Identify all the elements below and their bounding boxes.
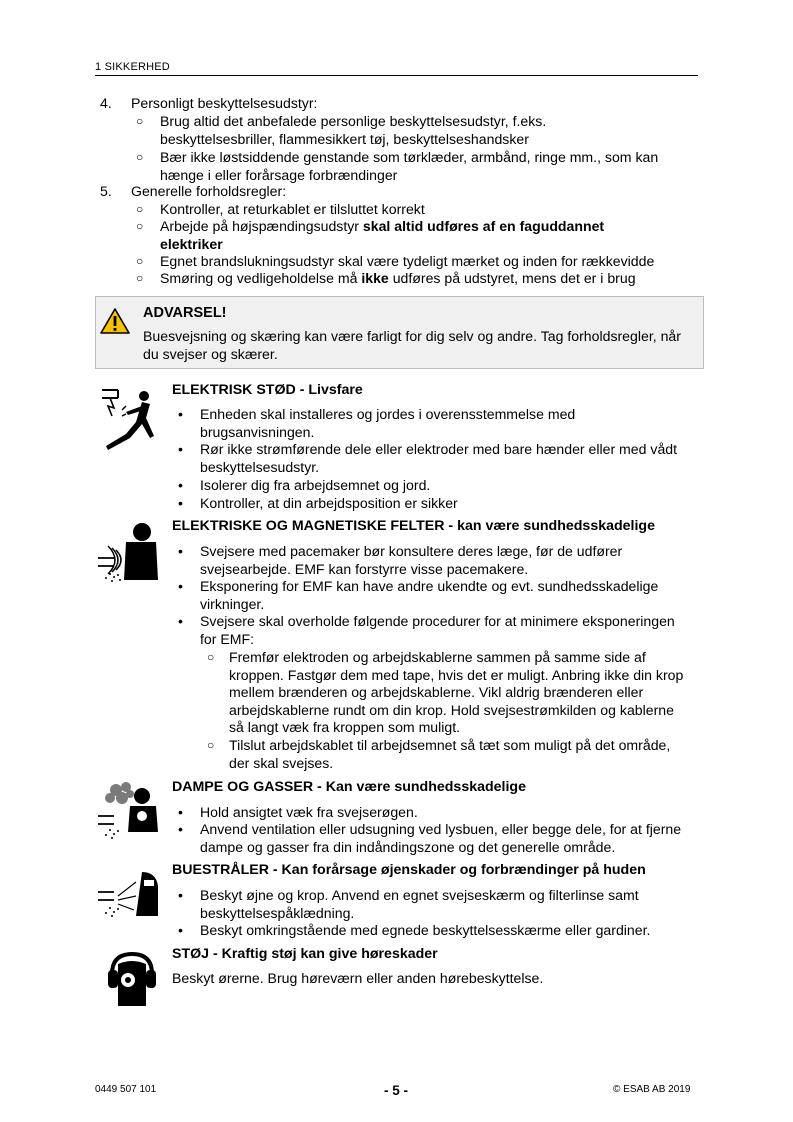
electric-shock-icon bbox=[96, 378, 162, 452]
bullet-dot-icon: • bbox=[178, 887, 183, 903]
section-title-arc-rays: BUESTRÅLER - Kan forårsage øjenskader og forbrændinger på huden bbox=[172, 862, 646, 878]
item-number: 4. bbox=[100, 95, 112, 111]
list-item: ○ Bær ikke løstsiddende genstande som tørklæder, armbånd, ringe mm., som kan hænge i eller forårsage forbrændinger bbox=[136, 149, 659, 183]
bullet-dot-icon: • bbox=[178, 578, 183, 594]
list-item: • Isolerer dig fra arbejdsemnet og jord. bbox=[178, 477, 431, 493]
hearing-protection-icon bbox=[104, 950, 160, 1008]
noise-text: Beskyt ørerne. Brug høreværn eller anden hørebeskyttelse. bbox=[172, 970, 544, 986]
list-item: • Svejsere med pacemaker bør konsultere deres læge, før de udfører svejsearbejde. EMF kan forstyrre visse pacemakere. bbox=[178, 543, 623, 577]
circle-bullet-icon: ○ bbox=[136, 219, 144, 233]
fumes-gases-icon bbox=[96, 782, 162, 842]
list-item: • Kontroller, at din arbejdsposition er sikker bbox=[178, 495, 458, 511]
list-item: ○ Fremfør elektroden og arbejdskablerne sammen på samme side af kroppen. Fastgør dem med tape, hvis det er muligt. Anbring ikke din krop mellem brænderen og arbejdskablerne. Vikl aldrig brænderen eller arbejdskablerne rundt om din krop. Hold svejsestrømkilden og kablerne så langt væk fra kroppen som muligt. bbox=[207, 649, 684, 735]
list-item: ○ Tilslut arbejdskablet til arbejdsemnet så tæt som muligt på det område, der skal svejses. bbox=[207, 737, 671, 771]
list-item: ○ Smøring og vedligeholdelse må ikke udføres på udstyret, mens det er i brug bbox=[136, 270, 636, 286]
list-item: • Rør ikke strømførende dele eller elektroder med bare hænder eller med vådt beskyttelsesudstyr. bbox=[178, 441, 678, 475]
section-title-fumes: DAMPE OG GASSER - Kan være sundhedsskadelige bbox=[172, 779, 526, 795]
circle-bullet-icon: ○ bbox=[136, 114, 144, 128]
header-divider bbox=[95, 75, 698, 76]
electromagnetic-field-icon bbox=[96, 520, 162, 584]
circle-bullet-icon: ○ bbox=[136, 254, 144, 268]
page-header: 1 SIKKERHED bbox=[95, 61, 170, 73]
list-item: • Hold ansigtet væk fra svejserøgen. bbox=[178, 804, 418, 820]
circle-bullet-icon: ○ bbox=[136, 150, 144, 164]
section-title-electric-shock: ELEKTRISK STØD - Livsfare bbox=[172, 382, 363, 398]
bullet-dot-icon: • bbox=[178, 495, 183, 511]
page-number: - 5 - bbox=[384, 1083, 409, 1098]
copyright: © ESAB AB 2019 bbox=[613, 1084, 691, 1095]
item-title: Personligt beskyttelsesudstyr: bbox=[131, 95, 318, 111]
section-title-emf: ELEKTRISKE OG MAGNETISKE FELTER - kan være sundhedsskadelige bbox=[172, 518, 655, 534]
bullet-dot-icon: • bbox=[178, 406, 183, 422]
warning-text: Buesvejsning og skæring kan være farligt for dig selv og andre. Tag forholdsregler, når du svejser og skærer. bbox=[143, 328, 681, 362]
bullet-dot-icon: • bbox=[178, 922, 183, 938]
item-title: Generelle forholdsregler: bbox=[131, 183, 287, 199]
bullet-dot-icon: • bbox=[178, 477, 183, 493]
circle-bullet-icon: ○ bbox=[136, 202, 144, 216]
bullet-dot-icon: • bbox=[178, 821, 183, 837]
document-number: 0449 507 101 bbox=[95, 1084, 157, 1095]
warning-triangle-icon bbox=[100, 308, 130, 334]
circle-bullet-icon: ○ bbox=[207, 650, 215, 664]
bullet-dot-icon: • bbox=[178, 543, 183, 559]
circle-bullet-icon: ○ bbox=[136, 271, 144, 285]
list-item: ○ Brug altid det anbefalede personlige beskyttelsesudstyr, f.eks. beskyttelsesbriller, flammesikkert tøj, beskyttelseshandsker bbox=[136, 113, 547, 147]
list-item: • Beskyt omkringstående med egnede beskyttelsesskærme eller gardiner. bbox=[178, 922, 651, 938]
arc-rays-icon bbox=[96, 866, 166, 922]
section-title-noise: STØJ - Kraftig støj kan give høreskader bbox=[172, 946, 438, 962]
list-item: ○ Arbejde på højspændingsudstyr skal altid udføres af en faguddannet elektriker bbox=[136, 218, 605, 252]
bullet-dot-icon: • bbox=[178, 613, 183, 629]
list-item: • Svejsere skal overholde følgende procedurer for at minimere eksponeringen for EMF: bbox=[178, 613, 675, 647]
list-item: • Anvend ventilation eller udsugning ved lysbuen, eller begge dele, for at fjerne dampe og gasser fra din indåndingszone og det generelle område. bbox=[178, 821, 682, 855]
bullet-dot-icon: • bbox=[178, 441, 183, 457]
list-item: • Beskyt øjne og krop. Anvend en egnet svejseskærm og filterlinse samt beskyttelsespåklædning. bbox=[178, 887, 639, 921]
list-item: • Eksponering for EMF kan have andre ukendte og evt. sundhedsskadelige virkninger. bbox=[178, 578, 659, 612]
item-number: 5. bbox=[100, 183, 112, 199]
list-item: ○ Kontroller, at returkablet er tilsluttet korrekt bbox=[136, 201, 425, 217]
circle-bullet-icon: ○ bbox=[207, 738, 215, 752]
list-item: ○ Egnet brandslukningsudstyr skal være tydeligt mærket og inden for rækkevidde bbox=[136, 253, 655, 269]
bullet-dot-icon: • bbox=[178, 804, 183, 820]
list-item: • Enheden skal installeres og jordes i overensstemmelse med brugsanvisningen. bbox=[178, 406, 576, 440]
warning-title: ADVARSEL! bbox=[143, 305, 227, 321]
